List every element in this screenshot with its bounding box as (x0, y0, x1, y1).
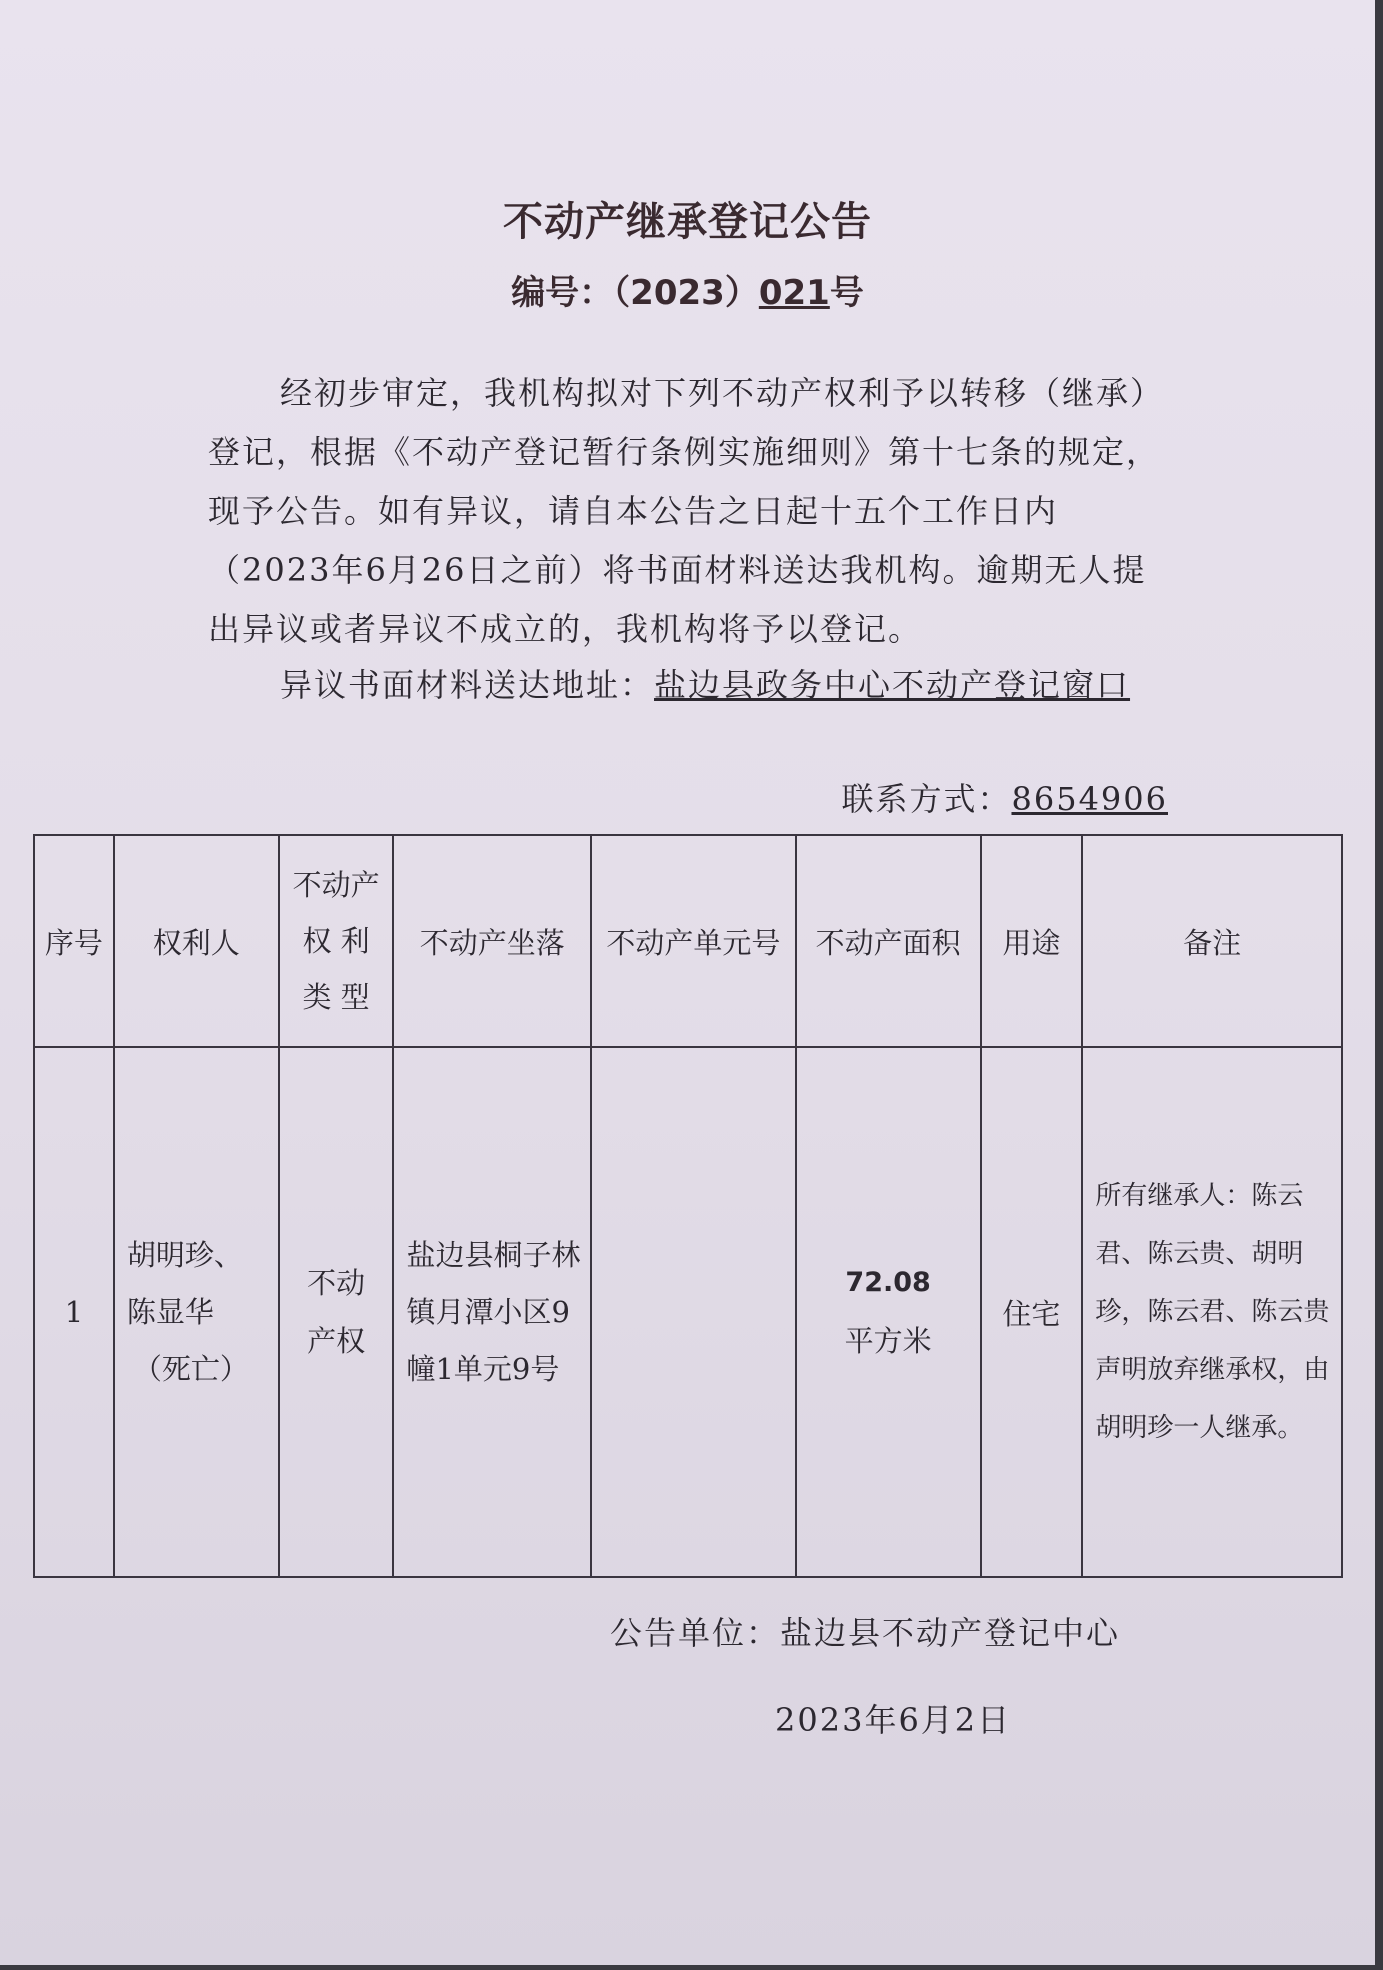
address-value: 盐边县政务中心不动产登记窗口 (654, 666, 1131, 704)
table-row (34, 1047, 1342, 1577)
header-right-type (279, 835, 394, 1047)
contact-label: 联系方式： (841, 780, 1012, 818)
header-area: 不动产面积 (796, 835, 981, 1047)
header-holder: 权利人 (114, 835, 279, 1047)
header-seq: 序号 (34, 835, 114, 1047)
cell-area (796, 1047, 981, 1577)
cell-right-type (279, 1047, 394, 1577)
property-table (33, 834, 1343, 1578)
area-unit: 平方米 (844, 1324, 932, 1358)
header-usage: 用途 (981, 835, 1083, 1047)
right-type-line2: 产权 (307, 1324, 366, 1358)
holder-line1: 胡明珍、 (126, 1237, 243, 1272)
header-right-type-line3: 类 型 (302, 980, 370, 1014)
notice-body-paragraph: 经初步审定，我机构拟对下列不动产权利予以转移（继承）登记，根据《不动产登记暂行条例实施细则》第十七条的规定，现予公告。如有异议，请自本公告之日起十五个工作日内（2023年6月26日之前）将书面材料送达我机构。逾期无人提出异议或者异议不成立的，我机构将予以登记。 (208, 374, 1165, 648)
table-header-row (34, 835, 1342, 1047)
header-right-type-line1: 不动产 (292, 868, 380, 902)
header-unit-no: 不动产单元号 (591, 835, 796, 1047)
number-value: 021 (758, 273, 830, 313)
holder-line3: （死亡） (132, 1351, 249, 1386)
notice-title: 不动产继承登记公告 (503, 199, 872, 245)
header-right-type-line2: 权 利 (302, 924, 370, 958)
notice-date: 2023年6月2日 (775, 1701, 1012, 1739)
header-location: 不动产坐落 (393, 835, 591, 1047)
address-label: 异议书面材料送达地址： (280, 666, 655, 704)
header-remark: 备注 (1082, 835, 1342, 1047)
right-type-line1: 不动 (307, 1266, 366, 1300)
objection-address (208, 656, 1168, 715)
number-prefix: 编号：（2023） (511, 273, 759, 313)
cell-usage: 住宅 (981, 1047, 1083, 1577)
area-value: 72.08 (845, 1267, 931, 1298)
holder-line2: 陈显华 (126, 1294, 214, 1329)
contact-info (841, 774, 1168, 820)
number-suffix: 号 (829, 273, 864, 313)
cell-seq: 1 (34, 1047, 114, 1577)
contact-value: 8654906 (1011, 780, 1168, 818)
cell-unit-no (591, 1047, 796, 1577)
cell-holder (114, 1047, 279, 1577)
cell-remark: 所有继承人：陈云君、陈云贵、胡明珍，陈云君、陈云贵声明放弃继承权，由胡明珍一人继承。 (1082, 1047, 1342, 1577)
issuer: 公告单位：盐边县不动产登记中心 (610, 1614, 1121, 1652)
notice-number (0, 265, 1375, 314)
cell-location: 盐边县桐子林镇月潭小区9幢1单元9号 (393, 1047, 591, 1577)
